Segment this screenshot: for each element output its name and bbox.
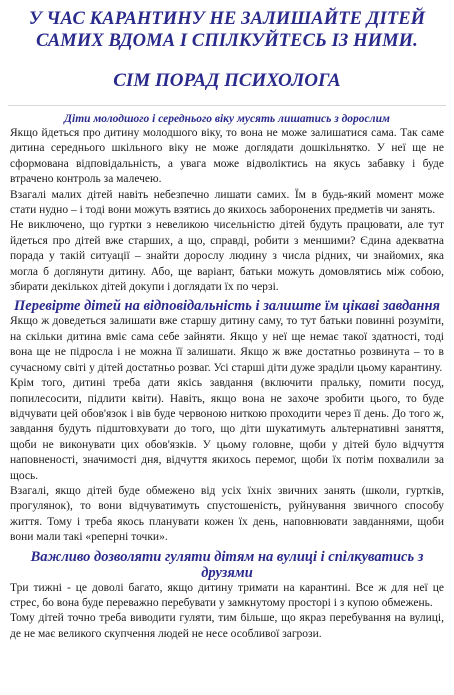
divider [8, 105, 446, 106]
section-heading-1: Діти молодшого і середнього віку мусять лишатись з дорослим [64, 113, 390, 125]
paragraph: Три тижні - це доволі багато, якщо дитину тримати на карантині. Все ж для неї це стрес, бо вона буде переважно перебувати у замкнутому просторі і з купою обмежень. [10, 581, 444, 609]
section-heading-3: Важливо дозволяти гуляти дітям на вулиці і спілкуватись з друзями [30, 548, 424, 581]
page-title: У ЧАС КАРАНТИНУ НЕ ЗАЛИШАЙТЕ ДІТЕЙ САМИХ ВДОМА І СПІЛКУЙТЕСЬ ІЗ НИМИ. [28, 9, 426, 51]
paragraph: Тому дітей точно треба виводити гуляти, тим більше, що якраз перебування на вулиці, де не має великого скупчення людей не несе особливої загрози. [10, 612, 444, 640]
paragraph: Не виключено, що гуртки з невеликою чисельністю дітей будуть працювати, але тут йдеться про дітей вже старших, а що, справді, робити з меншими? Єдина адекватна порада у такій ситуації – знайти дорослу людину з числа рідних, чи знайомих, яка могла б доглянути дитину. Або, ще варіант, батьки можуть домовлятись між собою, збирати декількох дітей докупи і доглядати їх по черзі. [10, 219, 444, 294]
article-body [0, 112, 454, 642]
paragraph: Крім того, дитині треба дати якісь завдання (включити пральку, помити посуд, попилесосити, підлити квіти). Навіть, якщо вона не захоче зробити цього, то буде відчувати цей обов'язок і вів буде червоною ниткою проходити через її день. До того ж, завдання будуть підштовхувати до того, що діти шукатимуть альтернативні заняття, щоби не виконувати цих обов'язків. У цьому головне, щоби у дітей було відчуття наповненості, значимості дня, відчуття якихось перемог, щоби їх потім похвалили за щось. [10, 377, 444, 482]
page-subtitle: СІМ ПОРАД ПСИХОЛОГА [113, 70, 341, 91]
paragraph: Взагалі, якщо дітей буде обмежено від усіх їхніх звичних занять (школи, гуртків, прогулянок), то вони відчуватимуть спустошеність, руйнування звичного способу життя. Тому і треба якось планувати кожен їх день, наповнювати завданнями, щоби вони мали такі «реперні точки». [10, 484, 444, 544]
paragraph: Якщо йдеться про дитину молодшого віку, то вона не може залишатися сама. Так саме дитина середнього шкільного віку не може доглядати дошкільнятко. У неї ще не сформована відповідальність, а увага може відволіктись на якусь забавку і буде втрачено контроль за малечею. [10, 127, 444, 186]
paragraph: Якщо ж доведеться залишати вже старшу дитину саму, то тут батьки повинні розуміти, на скільки дитина вміє сама себе зайняти. Якщо у неї ще немає такої здатності, тоді вона ще не підросла і не можна її залишати. Якщо ж вже достатньо розвинута – то в сучасному світі у дітей достатньо розваг. Усі старші діти дуже зраділи цьому карантину. [10, 315, 444, 374]
section-heading-2: Перевірте дітей на відповідальність і залиште їм цікаві завдання [13, 298, 440, 315]
paragraph: Взагалі малих дітей навіть небезпечно лишати самих. Їм в будь-який момент може стати нудно – і тоді вони можуть взятись до якихось заборонених предметів чи занять. [10, 188, 444, 217]
